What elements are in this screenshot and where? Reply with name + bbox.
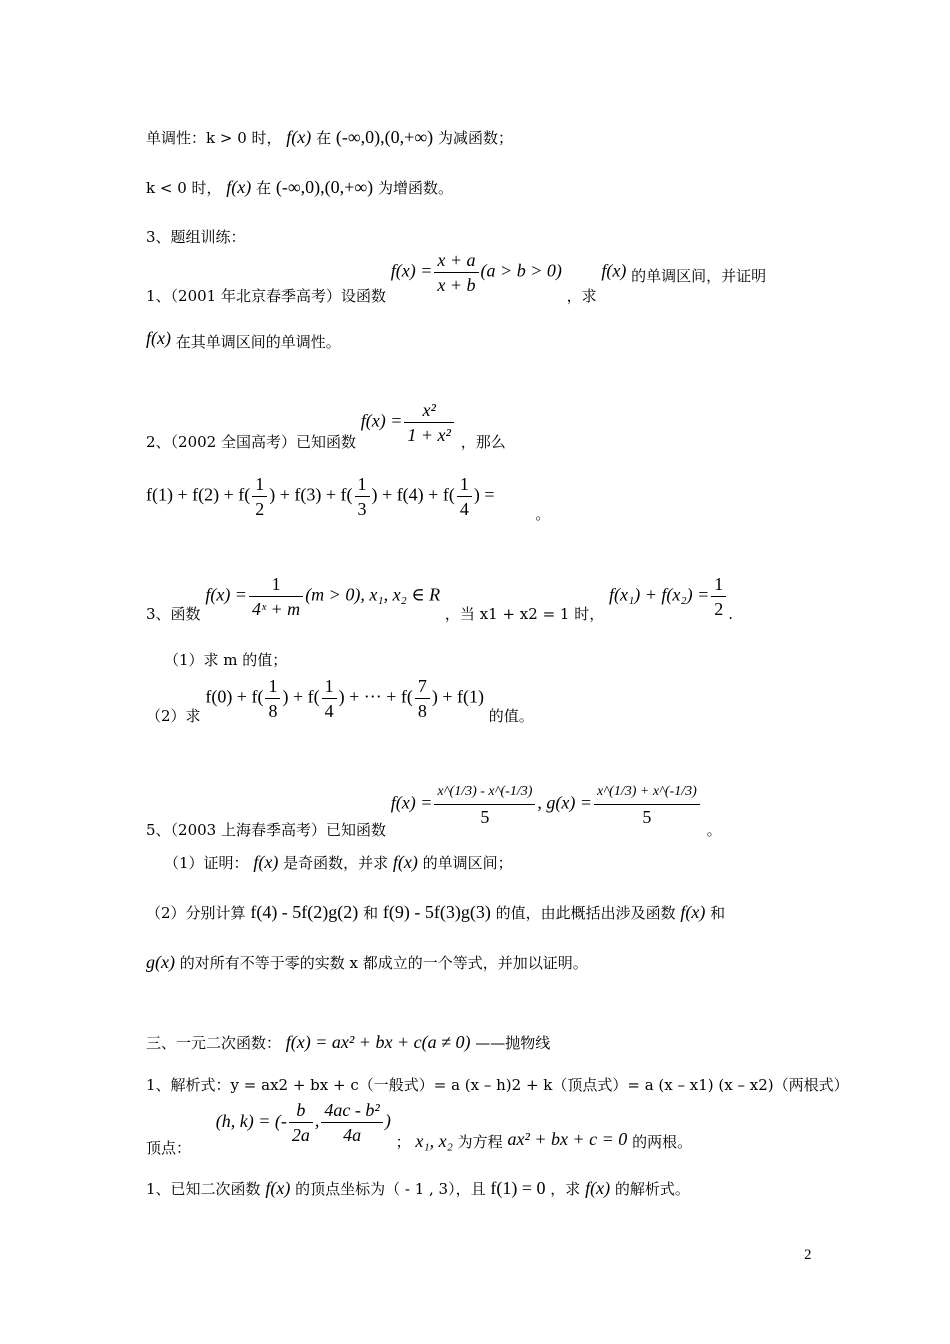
problem-1-line bbox=[146, 250, 767, 305]
vertex-hk: (h, k) = (- bbox=[215, 1110, 287, 1131]
vertex-close: ) bbox=[384, 1110, 391, 1131]
problem-5-q2 bbox=[146, 902, 725, 923]
problem-3-line bbox=[146, 574, 734, 623]
q-last-tail: 的解析式。 bbox=[614, 1180, 690, 1198]
p2-numerator: x² bbox=[404, 400, 454, 423]
p1-fraction bbox=[434, 250, 478, 295]
q-last-cond: f(1) = 0 bbox=[490, 1178, 546, 1198]
p3-q2-a: f(0) + f( bbox=[205, 686, 264, 707]
p5-f-denominator: 5 bbox=[480, 807, 490, 827]
fx-math: f(x) bbox=[286, 127, 312, 147]
vertex-comma: , bbox=[314, 1110, 320, 1131]
q-last-lead: 1、已知二次函数 bbox=[146, 1180, 261, 1198]
p2-h2-num: 1 bbox=[355, 474, 370, 497]
mono-k-pos-lead: 单调性：k > 0 时， bbox=[146, 129, 282, 147]
p5-f-numerator: x^(1/3) - x^(-1/3) bbox=[434, 782, 535, 805]
analytic-forms-line: 1、解析式：y = ax2 + bx + c（一般式）= a (x – h)2 + k（顶点式）= a (x – x1) (x – x2)（两根式） bbox=[146, 1076, 849, 1094]
fx-math: f(x) bbox=[392, 852, 418, 872]
problem-3-q2 bbox=[146, 676, 534, 725]
zai-text: 在 bbox=[256, 179, 272, 197]
vertex-d2: 4a bbox=[343, 1125, 362, 1145]
p5-q1-lead: （1）证明： bbox=[164, 854, 249, 872]
p5-q1-tail: 的单调区间； bbox=[422, 854, 513, 872]
p1-tail: 的单调区间，并证明 bbox=[631, 266, 767, 285]
p3-q2-frac3 bbox=[415, 676, 430, 721]
p5-q2-and: 和 bbox=[363, 904, 379, 922]
p1-line2-tail: 在其单调区间的单调性。 bbox=[175, 333, 341, 351]
p2-expr-c: ) + f(4) + f( bbox=[371, 484, 455, 505]
section-quadratic bbox=[146, 1032, 550, 1053]
vertex-lead: 顶点： bbox=[146, 1138, 192, 1157]
p3-rhs-den: 2 bbox=[714, 599, 724, 619]
p3-end: . bbox=[728, 604, 734, 623]
problem-5-q1 bbox=[164, 852, 513, 873]
fx-math: f(x) bbox=[265, 1178, 291, 1198]
p2-lhs: f(x) = bbox=[360, 410, 403, 431]
gx-math: g(x) bbox=[146, 952, 175, 972]
fx-math: f(x) bbox=[146, 328, 171, 348]
p3-q2-d2: 4 bbox=[324, 701, 334, 721]
fx-math: f(x) bbox=[601, 260, 627, 281]
vertex-line bbox=[146, 1100, 693, 1157]
problem-2-lead: 2、（2002 全国高考）已知函数 bbox=[146, 432, 356, 451]
problem-2-expression bbox=[146, 474, 551, 523]
p3-q2-n1: 1 bbox=[265, 676, 280, 699]
problem-1-line-2 bbox=[146, 328, 341, 349]
problem-3-lead: 3、函数 bbox=[146, 604, 201, 623]
p2-expr-a: f(1) + f(2) + f( bbox=[146, 484, 251, 505]
mono-k-neg-lead: k < 0 时， bbox=[146, 179, 222, 197]
mono-k-negative-line bbox=[146, 177, 453, 198]
p5-g-denominator: 5 bbox=[642, 807, 652, 827]
p2-tail: ，那么 bbox=[460, 432, 506, 451]
p3-q2-n2: 1 bbox=[322, 676, 337, 699]
p2-quarter-fraction bbox=[457, 474, 472, 519]
intervals-math: (-∞,0),(0,+∞) bbox=[275, 177, 374, 197]
zai-text: 在 bbox=[316, 129, 332, 147]
p2-half-fraction bbox=[252, 474, 267, 519]
q-last-mid: 的顶点坐标为（ - 1 , 3），且 bbox=[295, 1180, 486, 1198]
fx-math: f(x) bbox=[226, 177, 252, 197]
page-number: 2 bbox=[804, 1247, 812, 1263]
p3-q2-tail: 的值。 bbox=[488, 706, 534, 725]
p2-third-fraction bbox=[355, 474, 370, 519]
vertex-frac-1 bbox=[289, 1100, 313, 1145]
p3-q2-frac1 bbox=[265, 676, 280, 721]
p2-h1-den: 2 bbox=[255, 499, 265, 519]
p5-end: 。 bbox=[706, 820, 722, 839]
sec3-lead: 三、一元二次函数： bbox=[146, 1034, 282, 1052]
mono-k-positive-line bbox=[146, 127, 513, 148]
p2-h2-den: 3 bbox=[357, 499, 367, 519]
problem-5-line bbox=[146, 782, 722, 839]
vertex-semi: ； bbox=[395, 1132, 411, 1151]
p5-f-fraction bbox=[434, 782, 535, 827]
last-problem-line bbox=[146, 1178, 690, 1199]
p3-q2-d1: 8 bbox=[268, 701, 278, 721]
vertex-d1: 2a bbox=[291, 1125, 310, 1145]
p5-g-lhs: , g(x) = bbox=[537, 792, 593, 813]
p3-rhs-lhs: f(x₁) + f(x₂) = bbox=[609, 584, 710, 605]
p1-lhs: f(x) = bbox=[390, 260, 433, 281]
fx-math: f(x) bbox=[585, 1178, 611, 1198]
p3-q2-c: ) + ··· + f( bbox=[338, 686, 413, 707]
mono-k-neg-tail: 为增函数。 bbox=[377, 179, 453, 197]
vertex-n1: b bbox=[289, 1100, 313, 1123]
p3-q2-n3: 7 bbox=[415, 676, 430, 699]
p2-expr-d: ) = bbox=[473, 484, 495, 505]
p3-q2-lead: （2）求 bbox=[146, 706, 201, 725]
p3-condition: (m > 0), x₁, x₂ ∈ R bbox=[305, 584, 441, 605]
mono-k-pos-tail: 为减函数； bbox=[437, 129, 513, 147]
p5-q1-mid: 是奇函数，并求 bbox=[283, 854, 389, 872]
p5-g-fraction bbox=[594, 782, 700, 827]
p5-q2b-tail: 的对所有不等于零的实数 x 都成立的一个等式，并加以证明。 bbox=[179, 954, 588, 972]
p3-q2-d: ) + f(1) bbox=[431, 686, 485, 707]
p3-q2-b: ) + f( bbox=[282, 686, 320, 707]
p3-numerator: 1 bbox=[249, 574, 303, 597]
p5-q2-expr2: f(9) - 5f(3)g(3) bbox=[382, 902, 491, 922]
p2-expr-end: 。 bbox=[535, 504, 551, 523]
quadratic-equation: ax² + bx + c = 0 bbox=[507, 1128, 628, 1149]
problem-5-q2-line2 bbox=[146, 952, 588, 973]
p2-denominator: 1 + x² bbox=[407, 425, 451, 445]
p3-rhs-fraction bbox=[711, 574, 726, 619]
vertex-mid: 为方程 bbox=[457, 1132, 503, 1151]
p5-g-numerator: x^(1/3) + x^(-1/3) bbox=[594, 782, 700, 805]
p5-q2-mid: 的值，由此概括出涉及函数 bbox=[495, 904, 676, 922]
problem-3-q1: （1）求 m 的值； bbox=[164, 651, 288, 669]
p3-fraction bbox=[249, 574, 303, 619]
quadratic-formula: f(x) = ax² + bx + c(a ≠ 0) bbox=[285, 1032, 471, 1052]
vertex-frac-2 bbox=[321, 1100, 382, 1145]
p2-h1-num: 1 bbox=[252, 474, 267, 497]
problem-5-lead: 5、（2003 上海春季高考）已知函数 bbox=[146, 820, 386, 839]
p3-q2-d3: 8 bbox=[417, 701, 427, 721]
p5-q2-expr1: f(4) - 5f(2)g(2) bbox=[250, 902, 359, 922]
vertex-tail: 的两根。 bbox=[632, 1132, 693, 1151]
vertex-n2: 4ac - b² bbox=[321, 1100, 382, 1123]
p2-fraction bbox=[404, 400, 454, 445]
problem-1-lead: 1、（2001 年北京春季高考）设函数 bbox=[146, 286, 386, 305]
fx-math: f(x) bbox=[680, 902, 706, 922]
p2-h3-num: 1 bbox=[457, 474, 472, 497]
fx-math: f(x) bbox=[253, 852, 279, 872]
p3-rhs-num: 1 bbox=[711, 574, 726, 597]
p3-mid: ，当 x1 + x2 = 1 时， bbox=[444, 604, 605, 623]
p2-expr-b: ) + f(3) + f( bbox=[269, 484, 353, 505]
p3-denominator: 4ˣ + m bbox=[251, 599, 301, 619]
q-last-mid2: ，求 bbox=[550, 1180, 581, 1198]
p1-mid: ，求 bbox=[566, 286, 597, 305]
p5-f-lhs: f(x) = bbox=[390, 792, 433, 813]
p1-denominator: x + b bbox=[437, 275, 476, 295]
p5-q2-tail: 和 bbox=[710, 904, 726, 922]
sec3-tail: ——抛物线 bbox=[475, 1034, 551, 1052]
p5-q2-lead: （2）分别计算 bbox=[146, 904, 246, 922]
p3-q2-frac2 bbox=[322, 676, 337, 721]
p3-lhs: f(x) = bbox=[205, 584, 247, 605]
p1-condition: (a > b > 0) bbox=[480, 260, 562, 281]
p2-h3-den: 4 bbox=[459, 499, 469, 519]
section-training-heading: 3、题组训练： bbox=[146, 228, 246, 246]
problem-2-line bbox=[146, 400, 506, 451]
p1-numerator: x + a bbox=[434, 250, 478, 273]
roots-math: x₁, x₂ bbox=[415, 1130, 453, 1151]
intervals-math: (-∞,0),(0,+∞) bbox=[335, 127, 434, 147]
